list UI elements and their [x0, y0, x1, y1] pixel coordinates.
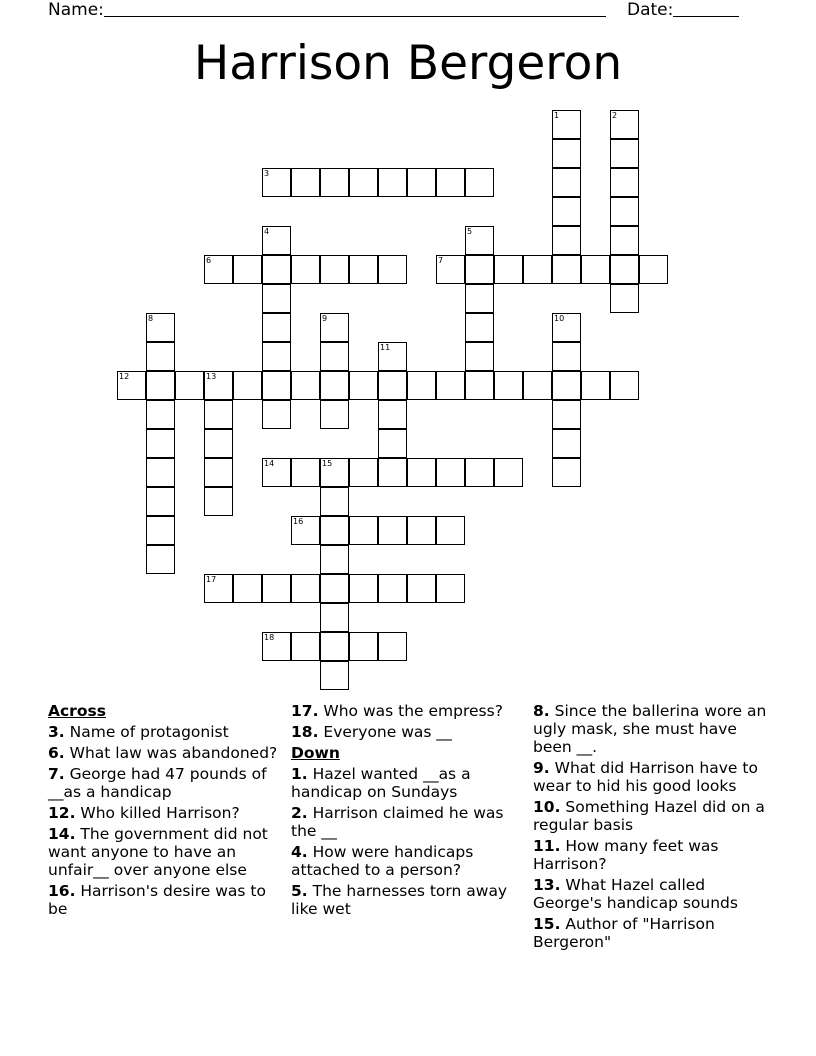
crossword-cell[interactable] — [378, 168, 407, 197]
crossword-cell[interactable] — [320, 487, 349, 516]
crossword-cell[interactable] — [610, 226, 639, 255]
crossword-cell[interactable] — [349, 516, 378, 545]
crossword-cell[interactable] — [407, 574, 436, 603]
cell-number: 10 — [554, 314, 565, 323]
crossword-cell[interactable] — [320, 371, 349, 400]
crossword-cell[interactable] — [465, 168, 494, 197]
crossword-cell[interactable] — [610, 255, 639, 284]
crossword-cell[interactable] — [233, 255, 262, 284]
clue-down-9: 9. What did Harrison have to wear to hid his good looks — [533, 759, 758, 795]
crossword-cell[interactable] — [581, 371, 610, 400]
crossword-cell[interactable] — [494, 458, 523, 487]
crossword-cell[interactable] — [610, 139, 639, 168]
crossword-cell[interactable] — [552, 197, 581, 226]
crossword-cell[interactable] — [523, 255, 552, 284]
crossword-cell[interactable] — [349, 632, 378, 661]
crossword-cell[interactable] — [262, 342, 291, 371]
crossword-cell[interactable] — [262, 168, 291, 197]
crossword-cell[interactable] — [204, 458, 233, 487]
crossword-cell[interactable] — [407, 371, 436, 400]
clue-down-2: 2. Harrison claimed he was the __ — [291, 804, 504, 840]
crossword-cell[interactable] — [204, 429, 233, 458]
crossword-cell[interactable] — [552, 342, 581, 371]
clue-across-14: 14. The government did not want anyone to have an unfair__ over anyone else — [48, 825, 268, 879]
crossword-cell[interactable] — [349, 255, 378, 284]
crossword-cell[interactable] — [378, 429, 407, 458]
crossword-cell[interactable] — [436, 516, 465, 545]
crossword-cell[interactable] — [378, 458, 407, 487]
crossword-cell[interactable] — [262, 313, 291, 342]
crossword-cell[interactable] — [117, 371, 146, 400]
crossword-cell[interactable] — [552, 429, 581, 458]
crossword-cell[interactable] — [204, 574, 233, 603]
crossword-cell[interactable] — [610, 110, 639, 139]
crossword-cell[interactable] — [552, 458, 581, 487]
clue-down-11: 11. How many feet was Harrison? — [533, 837, 719, 873]
crossword-cell[interactable] — [378, 574, 407, 603]
clue-across-3: 3. Name of protagonist — [48, 723, 229, 741]
clues-column-3 — [533, 702, 773, 954]
cell-number: 13 — [206, 372, 217, 381]
crossword-cell[interactable] — [552, 371, 581, 400]
crossword-cell[interactable] — [204, 255, 233, 284]
crossword-cell[interactable] — [291, 458, 320, 487]
crossword-cell[interactable] — [639, 255, 668, 284]
crossword-cell[interactable] — [262, 458, 291, 487]
crossword-cell[interactable] — [291, 574, 320, 603]
crossword-cell[interactable] — [320, 632, 349, 661]
crossword-cell[interactable] — [291, 632, 320, 661]
crossword-cell[interactable] — [610, 168, 639, 197]
cell-number: 16 — [293, 517, 304, 526]
crossword-cell[interactable] — [465, 255, 494, 284]
crossword-cell[interactable] — [465, 226, 494, 255]
clue-down-1: 1. Hazel wanted __as a handicap on Sundays — [291, 765, 471, 801]
crossword-cell[interactable] — [320, 313, 349, 342]
crossword-cell[interactable] — [407, 168, 436, 197]
crossword-cell[interactable] — [465, 371, 494, 400]
down-heading: Down — [291, 744, 340, 762]
clue-down-4: 4. How were handicaps attached to a person? — [291, 843, 474, 879]
crossword-cell[interactable] — [378, 371, 407, 400]
crossword-cell[interactable] — [262, 284, 291, 313]
crossword-cell[interactable] — [552, 400, 581, 429]
clue-across-6: 6. What law was abandoned? — [48, 744, 278, 762]
cell-number: 14 — [264, 459, 275, 468]
cell-number: 11 — [380, 343, 391, 352]
crossword-cell[interactable] — [146, 487, 175, 516]
crossword-cell[interactable] — [320, 458, 349, 487]
cell-number: 7 — [438, 256, 444, 265]
across-heading: Across — [48, 702, 106, 720]
crossword-cell[interactable] — [523, 371, 552, 400]
name-label: Name: — [48, 0, 104, 20]
crossword-cell[interactable] — [552, 168, 581, 197]
crossword-cell[interactable] — [465, 342, 494, 371]
crossword-cell[interactable] — [320, 168, 349, 197]
cell-number: 2 — [612, 111, 618, 120]
cell-number: 5 — [467, 227, 473, 236]
crossword-cell[interactable] — [146, 429, 175, 458]
crossword-cell[interactable] — [146, 400, 175, 429]
crossword-cell[interactable] — [349, 574, 378, 603]
crossword-cell[interactable] — [494, 255, 523, 284]
cell-number: 1 — [554, 111, 560, 120]
clue-across-12: 12. Who killed Harrison? — [48, 804, 240, 822]
crossword-cell[interactable] — [407, 516, 436, 545]
crossword-cell[interactable] — [175, 371, 204, 400]
cell-number: 3 — [264, 169, 270, 178]
page-title: Harrison Bergeron — [193, 36, 623, 91]
cell-number: 17 — [206, 575, 217, 584]
clue-down-8: 8. Since the ballerina wore an ugly mask, she must have been __. — [533, 702, 767, 756]
date-label: Date: — [627, 0, 674, 20]
crossword-cell[interactable] — [552, 313, 581, 342]
crossword-cell[interactable] — [146, 545, 175, 574]
crossword-cell[interactable] — [552, 139, 581, 168]
crossword-cell[interactable] — [610, 284, 639, 313]
crossword-cell[interactable] — [407, 458, 436, 487]
crossword-cell[interactable] — [465, 313, 494, 342]
crossword-cell[interactable] — [291, 168, 320, 197]
crossword-cell[interactable] — [320, 661, 349, 690]
crossword-cell[interactable] — [291, 516, 320, 545]
crossword-cell[interactable] — [436, 168, 465, 197]
crossword-cell[interactable] — [233, 371, 262, 400]
cell-number: 12 — [119, 372, 130, 381]
clues-column-1 — [48, 702, 280, 921]
crossword-cell[interactable] — [581, 255, 610, 284]
clue-across-16: 16. Harrison's desire was to be — [48, 882, 266, 918]
crossword-cell[interactable] — [465, 458, 494, 487]
crossword-cell[interactable] — [349, 458, 378, 487]
crossword-cell[interactable] — [320, 574, 349, 603]
crossword-cell[interactable] — [494, 371, 523, 400]
crossword-cell[interactable] — [378, 400, 407, 429]
crossword-cell[interactable] — [262, 574, 291, 603]
cell-number: 9 — [322, 314, 328, 323]
crossword-cell[interactable] — [262, 632, 291, 661]
crossword-cell[interactable] — [204, 487, 233, 516]
crossword-cell[interactable] — [262, 371, 291, 400]
crossword-cell[interactable] — [146, 458, 175, 487]
crossword-cell[interactable] — [262, 226, 291, 255]
cell-number: 8 — [148, 314, 154, 323]
crossword-cell[interactable] — [465, 284, 494, 313]
crossword-cell[interactable] — [320, 255, 349, 284]
crossword-cell[interactable] — [291, 371, 320, 400]
crossword-cell[interactable] — [436, 458, 465, 487]
cell-number: 6 — [206, 256, 212, 265]
crossword-cell[interactable] — [146, 371, 175, 400]
crossword-cell[interactable] — [436, 255, 465, 284]
crossword-cell[interactable] — [378, 632, 407, 661]
crossword-cell[interactable] — [146, 342, 175, 371]
crossword-cell[interactable] — [320, 400, 349, 429]
crossword-cell[interactable] — [378, 516, 407, 545]
clues-column-2 — [291, 702, 516, 921]
crossword-cell[interactable] — [204, 371, 233, 400]
crossword-cell[interactable] — [320, 516, 349, 545]
crossword-cell[interactable] — [262, 255, 291, 284]
clue-down-10: 10. Something Hazel did on a regular basis — [533, 798, 765, 834]
crossword-cell[interactable] — [349, 371, 378, 400]
clue-down-13: 13. What Hazel called George's handicap sounds — [533, 876, 738, 912]
crossword-cell[interactable] — [610, 371, 639, 400]
clue-across-17: 17. Who was the empress? — [291, 702, 503, 720]
cell-number: 4 — [264, 227, 270, 236]
crossword-cell[interactable] — [204, 400, 233, 429]
clue-down-5: 5. The harnesses torn away like wet — [291, 882, 508, 918]
crossword-cell[interactable] — [378, 342, 407, 371]
crossword-cell[interactable] — [291, 255, 320, 284]
crossword-cell[interactable] — [610, 197, 639, 226]
crossword-cell[interactable] — [436, 371, 465, 400]
crossword-cell[interactable] — [146, 313, 175, 342]
crossword-cell[interactable] — [552, 255, 581, 284]
clue-down-15: 15. Author of "Harrison Bergeron" — [533, 915, 715, 951]
crossword-cell[interactable] — [552, 226, 581, 255]
crossword-cell[interactable] — [262, 400, 291, 429]
crossword-cell[interactable] — [320, 342, 349, 371]
clue-across-7: 7. George had 47 pounds of __as a handicap — [48, 765, 267, 801]
crossword-cell[interactable] — [146, 516, 175, 545]
clue-across-18: 18. Everyone was __ — [291, 723, 452, 741]
crossword-cell[interactable] — [233, 574, 262, 603]
crossword-cell[interactable] — [349, 168, 378, 197]
crossword-cell[interactable] — [436, 574, 465, 603]
crossword-cell[interactable] — [320, 545, 349, 574]
cell-number: 15 — [322, 459, 333, 468]
crossword-cell[interactable] — [320, 603, 349, 632]
crossword-cell[interactable] — [378, 255, 407, 284]
crossword-cell[interactable] — [552, 110, 581, 139]
cell-number: 18 — [264, 633, 275, 642]
